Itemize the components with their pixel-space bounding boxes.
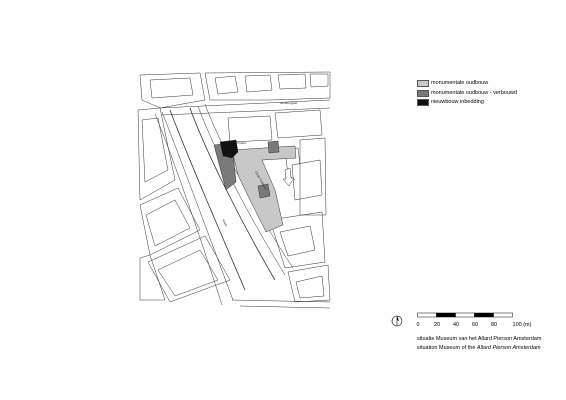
monumental-rebuilt-building xyxy=(268,141,279,153)
scale-tick-label: 0 xyxy=(416,322,420,328)
caption-dutch: situatie Museum van het Allard Pierson Amsterdam xyxy=(417,336,542,342)
city-block xyxy=(140,188,200,255)
canal-edge xyxy=(170,110,245,290)
caption-english-italic: Allard Pierson Amsterdam xyxy=(476,345,541,351)
legend-label: monumentale oudbouw - verbouwd xyxy=(431,90,517,96)
svg-text:Grimburgwal: Grimburgwal xyxy=(280,101,298,105)
scale-tick-label: 20 xyxy=(433,322,441,328)
scale-tick-label: 40 xyxy=(452,322,460,328)
north-arrow-icon xyxy=(391,315,403,327)
svg-text:Oude Turfmarkt: Oude Turfmarkt xyxy=(225,141,246,145)
caption-english xyxy=(417,345,541,351)
scale-bar xyxy=(417,312,521,320)
city-block xyxy=(300,138,326,215)
legend-swatch xyxy=(417,99,429,106)
scale-tick-label: 100 (m) xyxy=(512,322,532,328)
legend-label: monumentale oudbouw xyxy=(431,80,489,86)
city-block xyxy=(140,73,205,108)
city-block xyxy=(288,265,330,302)
legend-label: nieuwbouw inbedding xyxy=(431,99,484,105)
svg-text:Rokin: Rokin xyxy=(221,218,229,228)
city-block xyxy=(205,72,330,100)
scale-tick-label: 80 xyxy=(490,322,498,328)
caption-english-prefix: situation Museum of the xyxy=(417,345,477,351)
legend-swatch xyxy=(417,90,429,97)
legend-swatch xyxy=(417,80,429,87)
legend-item-new-build xyxy=(417,97,484,107)
scale-tick-label: 60 xyxy=(471,322,479,328)
museum-buildings xyxy=(214,140,296,232)
svg-text:Oude Turfmarkt: Oude Turfmarkt xyxy=(254,170,269,191)
city-block xyxy=(275,110,322,138)
legend-item-monumental xyxy=(417,78,488,88)
